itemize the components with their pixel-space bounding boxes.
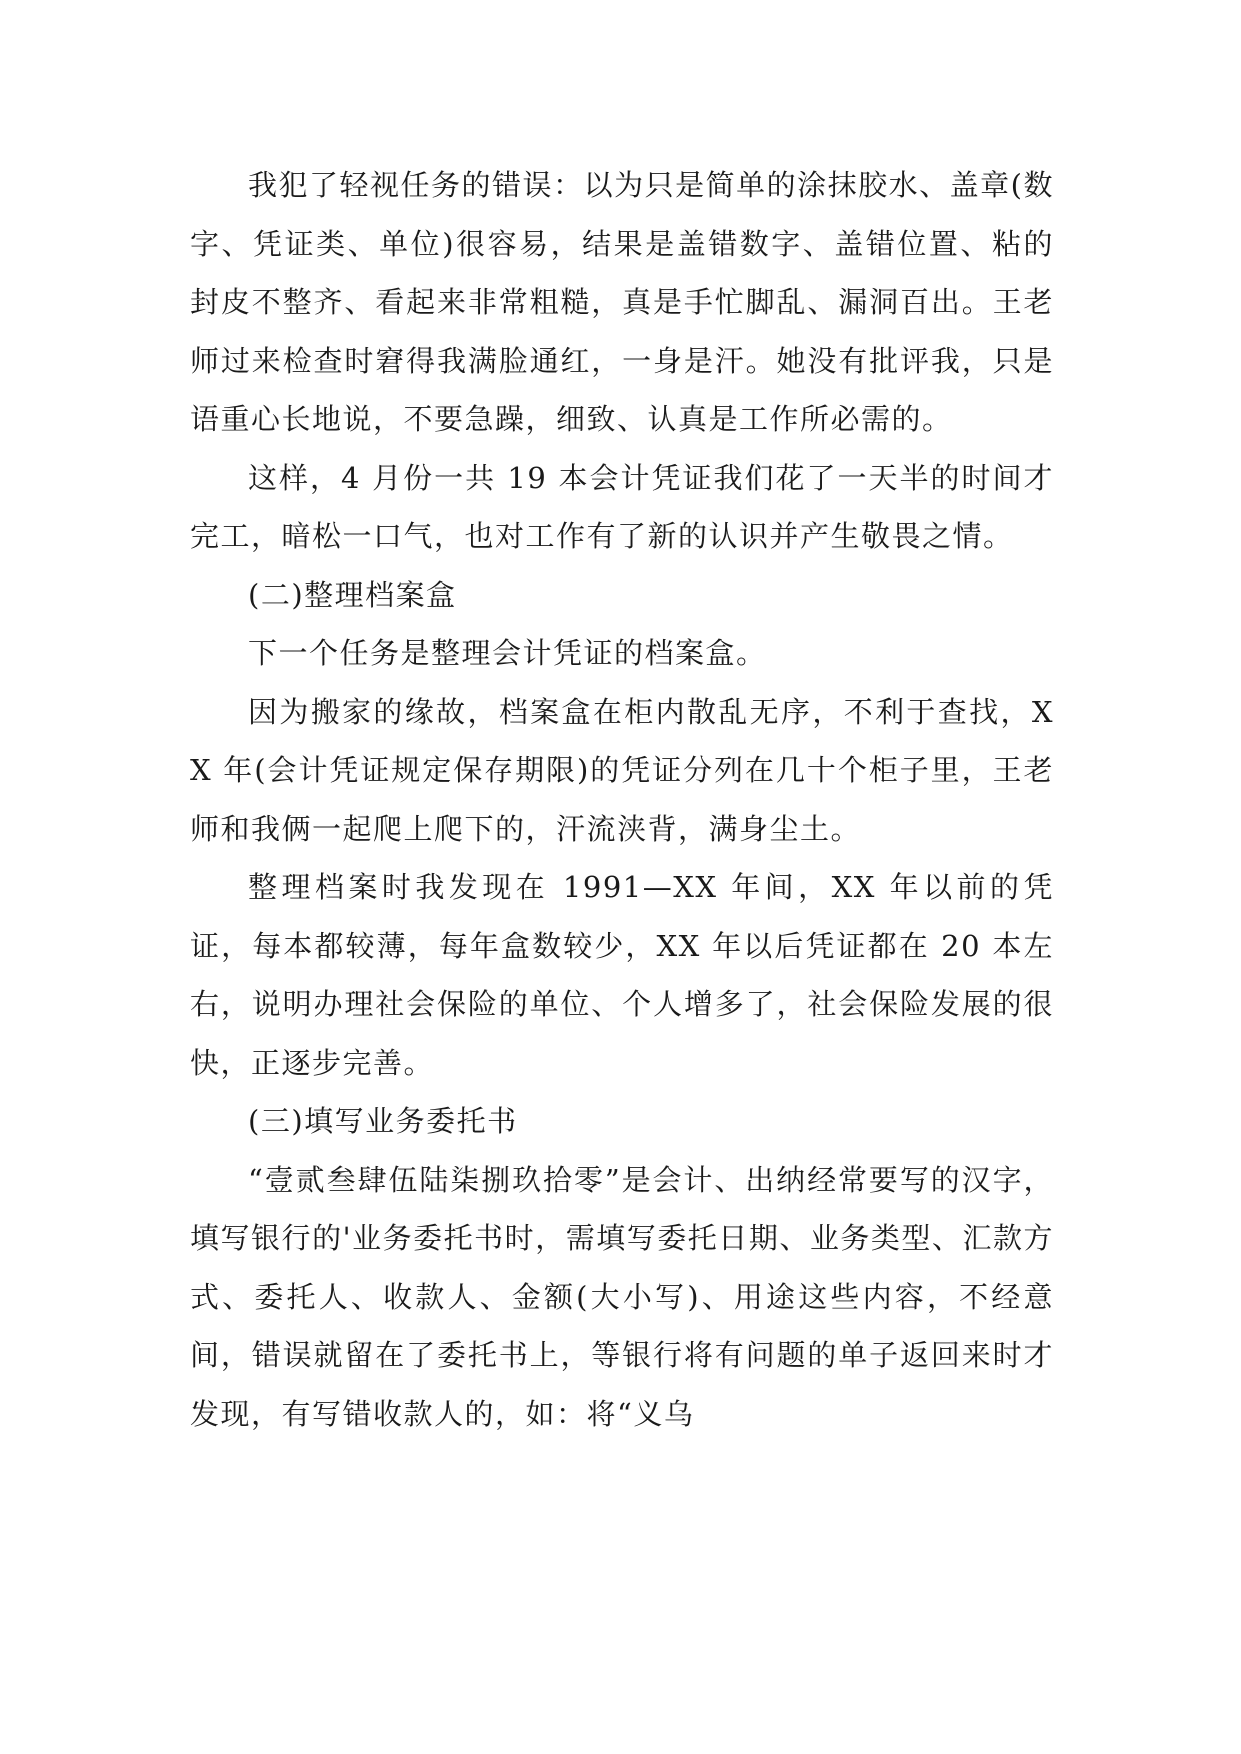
section-heading-commission-form: (三)填写业务委托书	[248, 1104, 518, 1138]
paragraph-archive-findings: 整理档案时我发现在 1991—XX 年间，XX 年以前的凭证，每本都较薄，每年盒数较少，XX 年以后凭证都在 20 本左右，说明办理社会保险的单位、个人增多了，社会保险发展的很快，正逐步完善。	[190, 870, 1054, 1080]
paragraph-moving: 因为搬家的缘故，档案盒在柜内散乱无序，不利于查找，XX 年(会计凭证规定保存期限)的凭证分列在几十个柜子里，王老师和我俩一起爬上爬下的，汗流浃背，满身尘土。	[190, 694, 1054, 846]
document-body	[190, 156, 1054, 1443]
section-heading-archive-boxes: (二)整理档案盒	[248, 577, 457, 612]
paragraph-mistake: 我犯了轻视任务的错误：以为只是简单的涂抹胶水、盖章(数字、凭证类、单位)很容易，结果是盖错数字、盖错位置、粘的封皮不整齐、看起来非常粗糙，真是手忙脚乱、漏洞百出。王老师过来检查时窘得我满脸通红，一身是汗。她没有批评我，只是语重心长地说，不要急躁，细致、认真是工作所必需的。	[190, 168, 1054, 436]
paragraph-completion: 这样，4 月份一共 19 本会计凭证我们花了一天半的时间才完工，暗松一口气，也对工作有了新的认识并产生敬畏之情。	[190, 460, 1054, 553]
paragraph-commission-form: “壹贰叁肆伍陆柒捌玖拾零”是会计、出纳经常要写的汉字，填写银行的'业务委托书时，需填写委托日期、业务类型、汇款方式、委托人、收款人、金额(大小写)、用途这些内容，不经意间，错误就留在了委托书上，等银行将有问题的单子返回来时才发现，有写错收款人的，如：将“义乌	[190, 1162, 1054, 1431]
paragraph-next-task: 下一个任务是整理会计凭证的档案盒。	[248, 636, 767, 670]
